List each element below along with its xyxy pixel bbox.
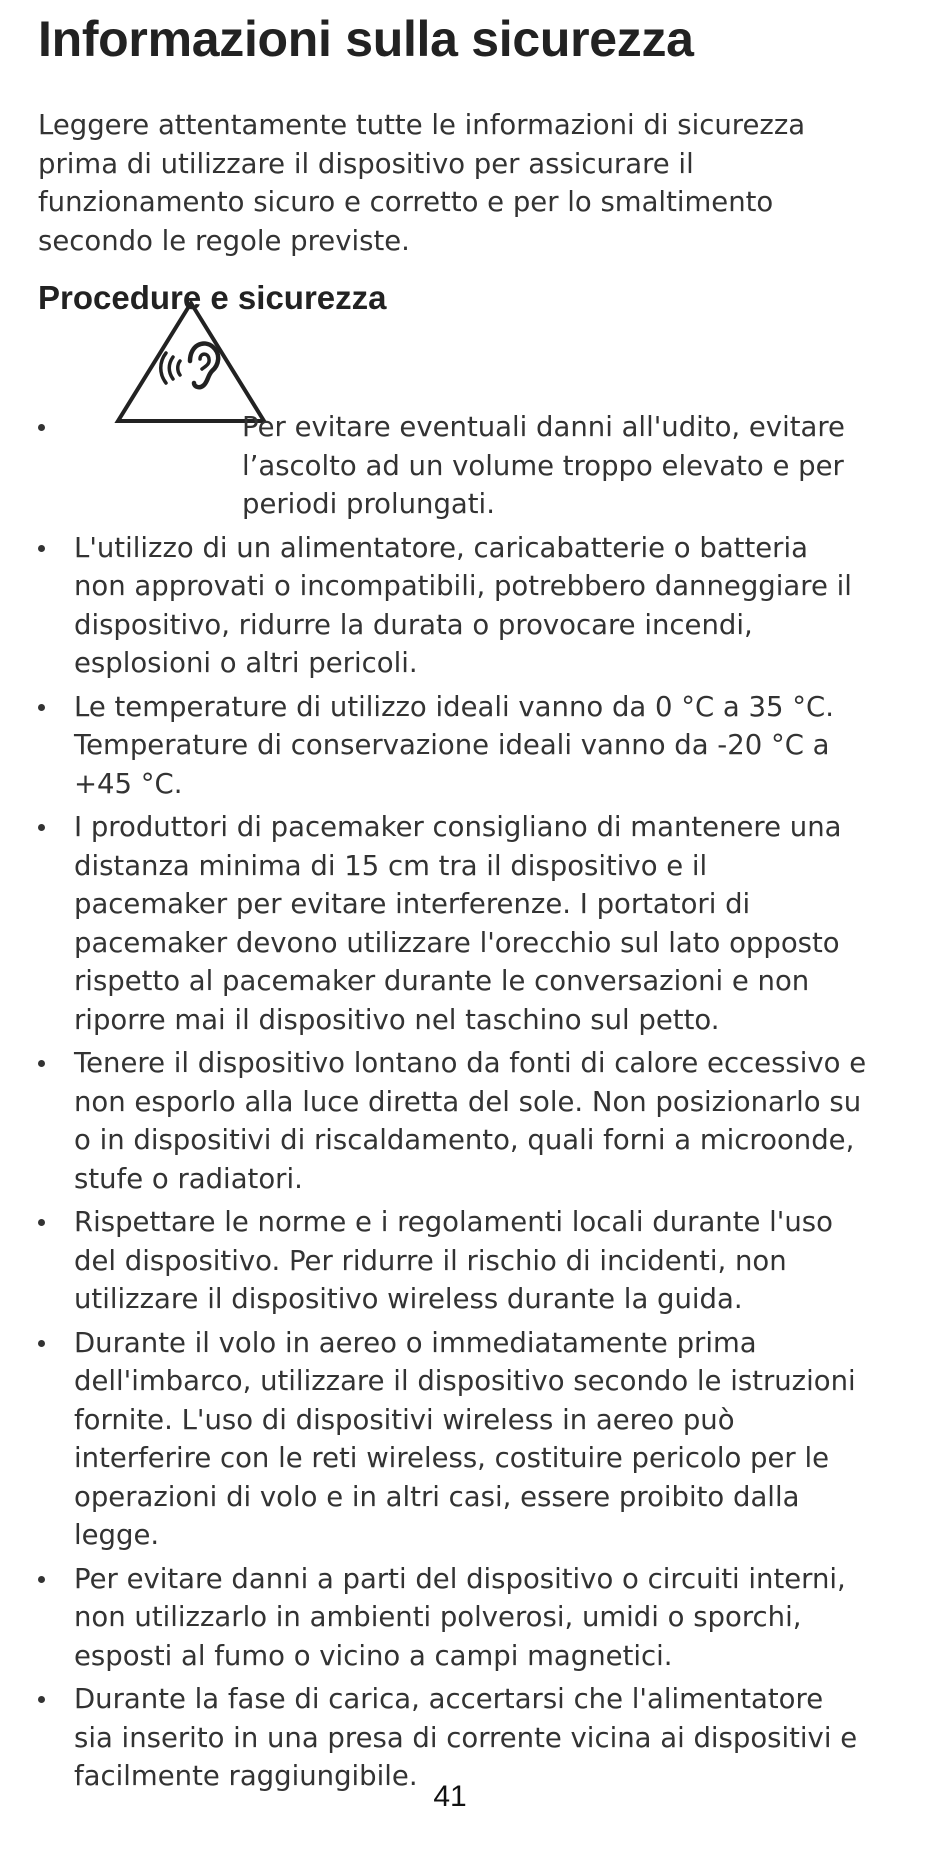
list-item-text: Rispettare le norme e i regolamenti locali durante l'uso del dispositivo. Per ridurre il rischio di incidenti, non utilizzare il dispositivo wireless durante la guida.: [74, 1206, 833, 1315]
list-item: [38, 1203, 868, 1319]
list-item-text: L'utilizzo di un alimentatore, caricabatterie o batteria non approvati o incompatibili, potrebbero danneggiare il dispositivo, ridurre la durata o provocare incendi, esplosioni o altri pericoli.: [74, 531, 852, 679]
list-item-text: Le temperature di utilizzo ideali vanno da 0 °C a 35 °C. Temperature di conservazione ideali vanno da -20 °C a +45 °C.: [74, 690, 834, 800]
hearing-warning-icon: [114, 299, 268, 425]
list-item-text: Per evitare eventuali danni all'udito, evitare l’ascolto ad un volume troppo elevato e per periodi prolungati.: [242, 411, 845, 520]
bullet-icon: [38, 824, 45, 831]
bullet-icon: [38, 1576, 45, 1583]
bullet-icon: [38, 545, 45, 552]
bullet-icon: [38, 704, 45, 711]
document-page: [38, 0, 868, 1792]
list-item-text: Durante la fase di carica, accertarsi che l'alimentatore sia inserito in una presa di corrente vicina ai dispositivi e facilmente raggiungibile.: [74, 1683, 858, 1792]
list-item-text: Durante il volo in aereo o immediatamente prima dell'imbarco, utilizzare il dispositivo secondo le istruzioni fornite. L'uso di dispositivi wireless in aereo può interferire con le reti wireless, costituire pericolo per le operazioni di volo e in altri casi, essere proibito dalla legge.: [74, 1326, 856, 1551]
page-title: Informazioni sulla sicurezza: [38, 11, 694, 67]
list-item: [38, 529, 868, 683]
bullet-icon: [38, 1060, 45, 1067]
safety-bullet-list: [38, 408, 868, 1801]
list-item: [38, 688, 868, 804]
bullet-icon: [38, 1340, 45, 1347]
section-title: Procedure e sicurezza: [38, 279, 387, 316]
list-item-text: Tenere il dispositivo lontano da fonti di calore eccessivo e non esporlo alla luce diretta del sole. Non posizionarlo su o in dispositivi di riscaldamento, quali forni a microonde, stufe o radiatori.: [74, 1047, 867, 1195]
list-item-text: I produttori di pacemaker consigliano di mantenere una distanza minima di 15 cm tra il dispositivo e il pacemaker per evitare interferenze. I portatori di pacemaker devono utilizzare l'orecchio sul lato opposto rispetto al pacemaker durante le conversazioni e non riporre mai il dispositivo nel taschino sul petto.: [74, 811, 842, 1036]
page-number: 41: [433, 1780, 467, 1813]
list-item: [38, 408, 868, 524]
list-item: [38, 808, 868, 1039]
list-item: [38, 1560, 868, 1676]
bullet-icon: [38, 1219, 45, 1226]
list-item: [38, 1044, 868, 1198]
list-item-text: Per evitare danni a parti del dispositivo o circuiti interni, non utilizzarlo in ambienti polverosi, umidi o sporchi, esposti al fumo o vicino a campi magnetici.: [74, 1562, 846, 1672]
list-item: [38, 1680, 868, 1796]
bullet-icon: [38, 1696, 45, 1703]
bullet-icon: [38, 424, 45, 431]
list-item: [38, 1324, 868, 1555]
intro-paragraph: Leggere attentamente tutte le informazioni di sicurezza prima di utilizzare il dispositivo per assicurare il funzionamento sicuro e corretto e per lo smaltimento secondo le regole previste.: [38, 109, 806, 257]
